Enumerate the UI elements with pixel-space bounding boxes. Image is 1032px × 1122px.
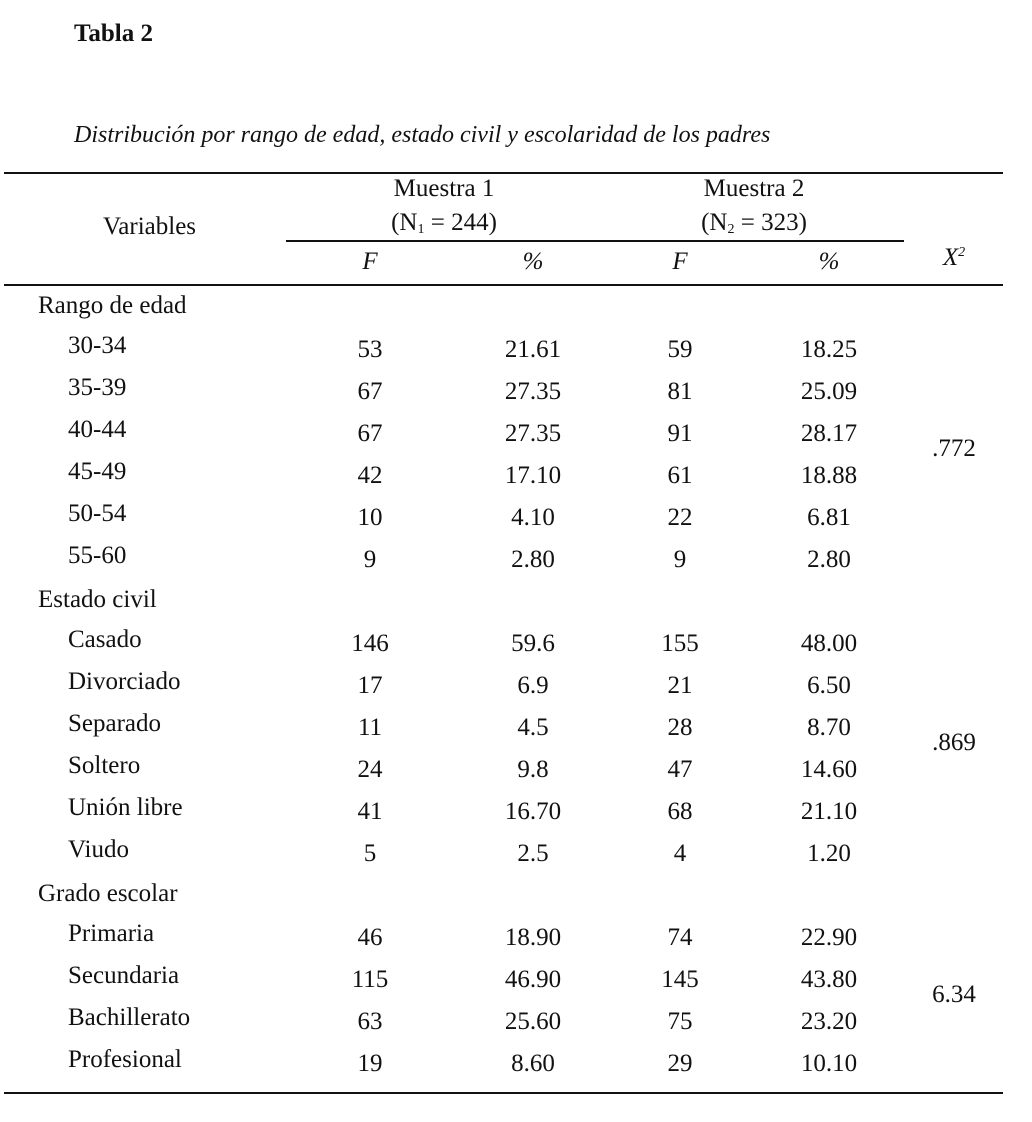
cell-p1: 27.35 xyxy=(504,378,562,405)
cell-p1: 59.6 xyxy=(511,630,555,657)
sample1-span-rule xyxy=(286,240,594,242)
row-label: Divorciado xyxy=(68,668,181,695)
cell-f2: 75 xyxy=(667,1008,693,1035)
cell-f1: 19 xyxy=(357,1050,383,1077)
cell-f2: 47 xyxy=(667,756,693,783)
variables-header: Variables xyxy=(103,213,197,240)
cell-f2: 145 xyxy=(661,966,699,993)
cell-p1: 27.35 xyxy=(504,420,562,447)
cell-p2: 28.17 xyxy=(800,420,858,447)
cell-f1: 67 xyxy=(357,420,383,447)
cell-p1: 16.70 xyxy=(504,798,562,825)
cell-f1: 5 xyxy=(363,840,377,867)
row-label: 55-60 xyxy=(68,542,127,569)
sample1-n: $(N_1 = 244)$ xyxy=(391,209,497,237)
cell-p2: 10.10 xyxy=(800,1050,858,1077)
section-label: Estado civil xyxy=(38,586,157,613)
cell-f2: 9 xyxy=(673,546,687,573)
cell-f2: 59 xyxy=(667,336,693,363)
cell-p2: 25.09 xyxy=(800,378,858,405)
cell-p1: 4.5 xyxy=(517,714,549,741)
cell-p2: 18.88 xyxy=(800,462,858,489)
row-label: Separado xyxy=(68,710,162,737)
cell-p2: 18.25 xyxy=(800,336,858,363)
sample2-span-rule xyxy=(594,240,904,242)
table-caption: Distribución por rango de edad, estado civil y escolaridad de los padres xyxy=(74,122,771,148)
chi-square-header: $X^2$ xyxy=(942,244,966,271)
f2-header: F xyxy=(672,248,688,275)
row-label: Bachillerato xyxy=(68,1004,191,1031)
cell-f2: 91 xyxy=(667,420,693,447)
cell-p2: 8.70 xyxy=(807,714,851,741)
cell-f1: 146 xyxy=(351,630,389,657)
cell-f1: 17 xyxy=(357,672,383,699)
cell-f1: 42 xyxy=(357,462,383,489)
cell-f1: 67 xyxy=(357,378,383,405)
cell-f2: 74 xyxy=(667,924,693,951)
cell-f1: 11 xyxy=(357,714,383,741)
row-label: Secundaria xyxy=(68,962,180,989)
bottom-rule xyxy=(4,1092,1003,1094)
cell-f1: 10 xyxy=(357,504,383,531)
row-label: 45-49 xyxy=(68,458,127,485)
cell-p1: 6.9 xyxy=(517,672,549,699)
f1-header: F xyxy=(362,248,378,275)
row-label: Casado xyxy=(68,626,142,653)
cell-p2: 6.81 xyxy=(807,504,851,531)
section-label: Rango de edad xyxy=(38,292,187,319)
cell-p1: 21.61 xyxy=(504,336,562,363)
cell-f2: 81 xyxy=(667,378,693,405)
cell-p2: 48.00 xyxy=(800,630,858,657)
cell-p2: 14.60 xyxy=(800,756,858,783)
cell-p1: 2.5 xyxy=(517,840,549,867)
chi-square-value: .869 xyxy=(932,729,976,756)
cell-p1: 8.60 xyxy=(511,1050,555,1077)
cell-f2: 29 xyxy=(667,1050,693,1077)
cell-f2: 155 xyxy=(661,630,699,657)
cell-p2: 43.80 xyxy=(800,966,858,993)
chi-square-value: .772 xyxy=(932,435,976,462)
header-bottom-rule xyxy=(4,284,1003,286)
chi-square-value: 6.34 xyxy=(932,981,976,1008)
cell-p1: 9.8 xyxy=(517,756,549,783)
cell-f1: 63 xyxy=(357,1008,383,1035)
pct1-header: % xyxy=(522,248,544,275)
cell-p1: 17.10 xyxy=(504,462,562,489)
cell-p1: 46.90 xyxy=(504,966,562,993)
cell-p2: 22.90 xyxy=(800,924,858,951)
cell-f2: 28 xyxy=(667,714,693,741)
row-label: Soltero xyxy=(68,752,141,779)
cell-p2: 6.50 xyxy=(807,672,851,699)
cell-p2: 23.20 xyxy=(800,1008,858,1035)
cell-f1: 9 xyxy=(363,546,377,573)
cell-p1: 2.80 xyxy=(511,546,555,573)
row-label: 50-54 xyxy=(68,500,127,527)
cell-p1: 18.90 xyxy=(504,924,562,951)
section-label: Grado escolar xyxy=(38,880,178,907)
row-label: Viudo xyxy=(68,836,129,863)
cell-f2: 61 xyxy=(667,462,693,489)
row-label: 30-34 xyxy=(68,332,127,359)
cell-p1: 4.10 xyxy=(511,504,555,531)
cell-f2: 4 xyxy=(673,840,687,867)
cell-f1: 41 xyxy=(357,798,383,825)
table-label: Tabla 2 xyxy=(74,20,153,47)
sample2-n: $(N_2 = 323)$ xyxy=(701,209,807,237)
top-rule xyxy=(4,172,1003,174)
pct2-header: % xyxy=(818,248,840,275)
row-label: Profesional xyxy=(68,1046,182,1073)
cell-p2: 1.20 xyxy=(807,840,851,867)
cell-p2: 21.10 xyxy=(800,798,858,825)
row-label: Primaria xyxy=(68,920,155,947)
cell-p2: 2.80 xyxy=(807,546,851,573)
row-label: 40-44 xyxy=(68,416,127,443)
row-label: Unión libre xyxy=(68,794,183,821)
sample2-name: Muestra 2 xyxy=(703,175,805,202)
cell-f2: 68 xyxy=(667,798,693,825)
cell-f1: 115 xyxy=(351,966,389,993)
cell-f1: 46 xyxy=(357,924,383,951)
cell-p1: 25.60 xyxy=(504,1008,562,1035)
cell-f1: 24 xyxy=(357,756,383,783)
sample1-name: Muestra 1 xyxy=(393,175,495,202)
row-label: 35-39 xyxy=(68,374,127,401)
cell-f2: 21 xyxy=(667,672,693,699)
cell-f1: 53 xyxy=(357,336,383,363)
cell-f2: 22 xyxy=(667,504,693,531)
